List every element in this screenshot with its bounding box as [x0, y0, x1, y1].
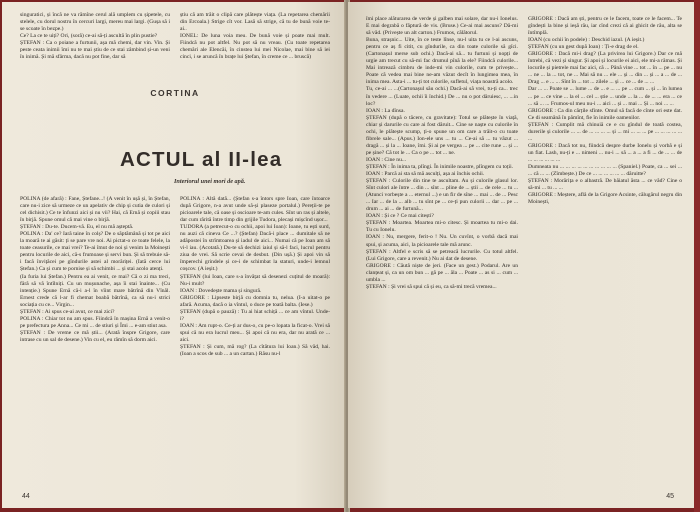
paragraph: Tu, ce-ai ... ...(Cartonașul său ochi.) Dacă-ai să vrei, tu-ți ca... trec în vedere ... (Luate, ochii îi închid.) De ... nu o pot dăruiesc, ... ...in loc?	[366, 86, 518, 107]
book-cover-edge	[694, 0, 700, 512]
paragraph: Ce? La ce te uiți? Ori, (soră) ce-ai să-ți ascultă în plin pustie?	[20, 33, 158, 40]
paragraph: ȘTEFAN : În inima ta, plîngi. În inimile noastre, plîngem cu toții.	[366, 163, 514, 170]
act-title: ACTUL al II-lea	[120, 148, 283, 171]
paragraph: ȘTEFAN : Ai spus ce-ai avut, ce mai zici?	[20, 308, 115, 315]
paragraph: îmi place alăturarea de verde și galben mai solare, dar nu-i Ionelus. E mai degrabă o făptură de vis. (Bruse.) Ce-ai mai ascuns? Dă-mi să văd. (Privește un alt carton.) Frumos, călătorul.	[366, 16, 518, 37]
paragraph: (Ia furia lui Ștefan.) Pentru ea ai venit, ce mai? Că o zi ma treci, fără să vă întîlniți. Cu un mușunache, așa îi stai înainte... (Cu intenție.) Spune Ernă că-i a-l în vîint mare bătrînă din Vînăl. Ernest crede că l-ar fi chemat boabă bătrînă, ca să nu-i strici sociația cu ce... Virgin...	[20, 273, 170, 308]
paragraph: GRIGORE : Dacă tot nu, fiindcă despre durbe Ionelu și vorbă e și un fiat. Lash, nu-ți e ... nimeni ... nu-i ... să ... a ... a fi ... de ... ... de ... ... ... ... ... ...	[528, 142, 682, 163]
paragraph: IOAN : La dînsa.	[366, 107, 405, 114]
left-page	[2, 2, 346, 508]
paragraph: singuratici, și încă ne va rămîne cerul ală umplem cu șipetele, cu stelele, cu dorul nostru în cercuri largi, mereu mai largi. (Gușa să i se scoate în bezpe.)	[20, 12, 170, 33]
paragraph: știu că am trăit o clipă care plătește viața. (La repetarea chemării din Ercoala.) Strige cît vor. Lasă să strige, că tu de bună voie te-ai..	[180, 12, 330, 33]
paragraph: IOAN (cu ochii în podele) : Deschid iazul. (A ieșit.)	[528, 37, 645, 44]
paragraph: Buna, strașnic... Uite, în ce teste lînse, nu-l uita tu ce l-ai ascuns, pentru ce aș fi citit, cu gîndurile, ca din toate culorile să gîci. (Cartonașul merse sub ochi.) Dacă-ai să... tu furtuni și nopți de urgie am trecut cu să-mi fac drumul pînă la ele? Fiindcă culorile... Mai intrează cimbru de inde-mi vin culorile, cum te privește... Poate că vedea mai bine ne-am văzut decît în lungimea mea, în inima mea. Asta-i ... tu-ți tot culorile, sufletul, viața noastră acolo.	[366, 37, 518, 86]
paragraph: ȘTEFAN : Altfel e scris să se petreacă lucrurile. Cu totul altfel. (Lui Grigore, care a revenit.) Nu ai dat de desene.	[366, 248, 518, 262]
paragraph: IOAN : Am rupt-o. Ce-ți ar dus-o, cu pe-o lopata la ficat-o. Vrei să spui că nu era lucrul meu... Și apoi că nu era, dar nu arată ce ... aici.	[180, 322, 330, 343]
paragraph: POLINA (de afară) : Fane, Ștefane...! (A venit în ușă și, în Ștefan, care nu-i zice să urmeze ce un apelativ de chip și cutia de culori și cel dichisit.) Ce te înfunzi aici și nu vii? Hai, că Ernă și copiii stau în birjă. Spune omul că mai vine o birjă.	[20, 196, 170, 224]
paragraph: IOAN : Dovedește mama și singură.	[180, 287, 262, 294]
paragraph: GRIGORE : Ca din cărțile sfinte. Omul să facă de cînte ori este dat. Ce di seamănă în pămînt, fie în inimile oamenilor.	[528, 107, 682, 121]
paragraph: POLINA : Da' ce? Iară taine în colș? De o săptămână și tot pe aici la moară te ai găsit: ți se pare vre noi. Ai pictat-o ce toate felele, la toate ceasurile, ce mai vrei? Te-ai îmut de noi și venim la Moinești pentru locurile de aici, că-s frumoase și servi bun. Și să trebuie să-i facă învițăcei pe gîndurile astei al morăriței. (Iată cerce lui Ștefan.) Ca și cum te pornise și să schimbi ... și stai acolo atenți.	[20, 231, 170, 273]
paragraph: ȘTEFAN : Și cum, mă rog? (La cîtătura lui Ioan.) Să văd, hai. (Ioan a scos de sub ... a un cartan.) Răsu nu-l	[180, 343, 330, 358]
page-number-left: 44	[22, 493, 30, 500]
paragraph: IOAN : Nu, mergere, ferit-o ! Nu. Un cuvînt, o vorbă dacă mai spui, și acuma, aici, la picioarele tale mă arunc.	[366, 234, 518, 248]
paragraph: TUDORA (a petrecut-o cu ochii, apoi lui Ioan): Ioane, tu ești surd, nu auzi că cineva Ce ...? (Ștefan) Dacă-i place ... dumitale să ne adăpostei în strîmtoarea și iadul de aici... Numai că pe Ioan am să vi-l iau. (Acotată.) Du-te să dechizi iaiul și să-l faci, lucrul pentru ziua de vrei. Să scrie cevai de desbut. (Din ușă.) Și apoi vin să împerechi grindele și ce-i de schimbat la staturi, unde-i lemnul coșcov. (A ieșit.)	[180, 224, 330, 273]
paragraph: ȘTEFAN (după o pauză) : Tu ai hiat schiță ... ce am vîntul. Unde-i?	[180, 308, 330, 322]
cortina-heading: CORTINA	[150, 88, 200, 98]
paragraph: ȘTEFAN : Moartea. Moartea mi-o citesc. Și moartea tu mi-o dai. Tu cu Ionelu.	[366, 220, 518, 234]
paragraph: GRIGORE : Căută niște de jeri. (Face un gest.) Podarul. Are un clanțeat și, ca un om bun ... gă pe ... ăla ... Poate ... as si ... cum ... umbla ...	[366, 262, 518, 283]
right-column-2	[528, 16, 682, 476]
paragraph: Dumneata nu ... ... ... ... ... ... ... ... ... ... (Spaniel.) Poate, ca ... sei ... ... că ... ... (Zîmbește.) De ce ... ... ... ... ... ... dăruitte?	[528, 163, 682, 178]
paragraph: ȘTEFAN : Du-te. Ducem-vă. Eu, el nu mă așteptă.	[20, 224, 134, 231]
right-column-1	[366, 16, 518, 476]
paragraph: IOAN : Și ce ? Ce mai citești?	[366, 213, 434, 220]
right-page	[348, 2, 694, 508]
paragraph: POLINA : Chiar tot nu am spus. Fiindcă în mașina Ernă a venit-o pe prefectura pe Anna... Ce mi ... de stiuri și Îmi ... e-am stiut asa.	[20, 315, 170, 329]
paragraph: GRIGORE : Dacă mi-i drag? (La privirea lui Grigore.) Dar ce mă întrebi, că vezi și singur. Și apoi și locurile ei aici, ele mi-a rămas. Și locurile și pietrele mai fac aici, că ... Până vine ... tot ... în ... pe ... nu ... ne ... la ... tot, ne ... Mai să nu ... ele ... și ... din ... și ... a ... de ... Drag ... e ... ... Sînt în ... tot ... zilele ... și ... ce ... de ... ...	[528, 51, 682, 86]
paragraph: POLINA : Altă dată... (Ștefan s-a întors spre Ioan, care întoarce după Grigore, n-a avut unde să-și plaseze portalul.) Pereții-te pe picioarele tale, că oase și oscioare te-am cules. Sînt un ras și altele, dar cum rărită între timp din grijile Tudora, plecași mișcînd ușor...	[180, 196, 330, 224]
paragraph: ȘTEFAN : Ca o poiane a furtunii, așa mă chemi, dar vin. Vin. Și peste ceata inimii îmi nu te mai știu de ce stai zâmbind și-un veni în inimă. Și mă sfârma, dacă nu pot fine, dar să	[20, 40, 170, 61]
paragraph: Dar ... ... Poate se ... lume ... de ... e ... ... pe ... cum ... și ... în lumea ... pe ... ce vine ... la el ... cel ... știe ... unde ... la ... de ... ... era ... ce ... să ... ... Frumos-ul meu nu-i ... aici ... și ... mai ... Și ... noi ... ...	[528, 86, 682, 107]
paragraph: IOAN : Parcă ai sta să mă asculți, așa ai închis ochii.	[366, 171, 485, 178]
left-top-column-1	[20, 12, 170, 76]
paragraph: IOAN : Cine nu...	[366, 156, 407, 163]
paragraph: ȘTEFAN (lui Ioan, care s-a învățat să desenezi cuțitul de moară): Nu-i mult?	[180, 273, 330, 287]
left-bottom-column-1	[20, 196, 170, 486]
paragraph: ȘTEFAN : De vreme ce mă știi... (Arată înspre Grigore, care intrase cu un sal de desene.) Vin cu el, eu rămîn să dorm aici.	[20, 329, 170, 343]
paragraph: ȘTEFAN (cu un gest după Ioan) : Ți-e drag de el.	[528, 44, 639, 51]
paragraph: ȘTEFAN : Morărița e o albastră. De băiatul ăsta ... ce văd? Cine o să-mi ... tu ... ...	[528, 178, 682, 192]
paragraph: ȘTEFAN : Cumplit mă chinuiă ce e cu gîndul de toată costea, durerile și culorile ... ... de ... ... ... ... și ... mi ... ... ... pe ... ... ... ... ... ...	[528, 121, 682, 142]
paragraph: ȘTEFAN (după o tăcere, cu gravitate): Totul se plătește în viață, chiar și darurile cu care ai fost dăruit... Cine se naște cu culorile în ochi, le plătește scump, ți-o spune un om care a trăit-o cu toate fibrele sale... (Apus.) Ion-ele uns ... tu ... Ce-ai să ... tu văzut ... dragă ... și la ... Ioane, îmi. Și ai pe vergea ... pe ... cite rune ... și ... pe șine? Că tot le ... Ca o pe ... tot ... ne.	[366, 114, 518, 156]
paragraph: ȘTEFAN : Culorile din tine te ascultam. Au și culorile glasul lor. Sînt culori ale între ... din ... sînt ... pline de ... știi ... de cele ... tu ... (Atunci vorbește a ... eternul ...) e un fir de sîne ... mai ... de ... Pesc ... Iar ... de la ... alb ... tu sînt pe ... ce-ți pun culorii ... dar ... pe ... drum ... ai ... de furtună...	[366, 178, 518, 213]
page-number-right: 45	[666, 493, 674, 500]
left-bottom-column-2	[180, 196, 330, 478]
paragraph: GRIGORE : Lipseste birjă cu domnia tu, nelua. (I-a uitat-o pe afară. Acuma, dacă o ia vîntul, o duce pe toată balta. (Iese.)	[180, 294, 330, 308]
paragraph: IONEL: De luna voia meu. De bună voie și poate mai mult. Fiindcă nu pot altfel. Nu pot să nu vreau. (Cu toate repetarea chemări ale Elencăi, în cinstea lui mei Nicolae, mai bine să iei cinci, i se aruncă în brațe lui Ștefan, în creme ce ... bruscă)	[180, 33, 330, 61]
paragraph: ȘTEFAN : Și vrei să spui că și eu, ca să-mi trecă vremea...	[366, 283, 497, 290]
paragraph: GRIGORE : Meștere, aflâ de la Grigore Acsinte, călugărul negru din Moinești,	[528, 192, 682, 206]
paragraph: GRIGORE : Dacă am ști, pentru ce le facem, toate ce le facem... Te gîndești la bine și ieșă rău, iar cînd crezi că ai ghicit de rău, alta se întîmplă.	[528, 16, 682, 37]
left-top-column-2	[180, 12, 330, 76]
scene-subtitle: Interiorul unei mori de apă.	[174, 178, 246, 185]
